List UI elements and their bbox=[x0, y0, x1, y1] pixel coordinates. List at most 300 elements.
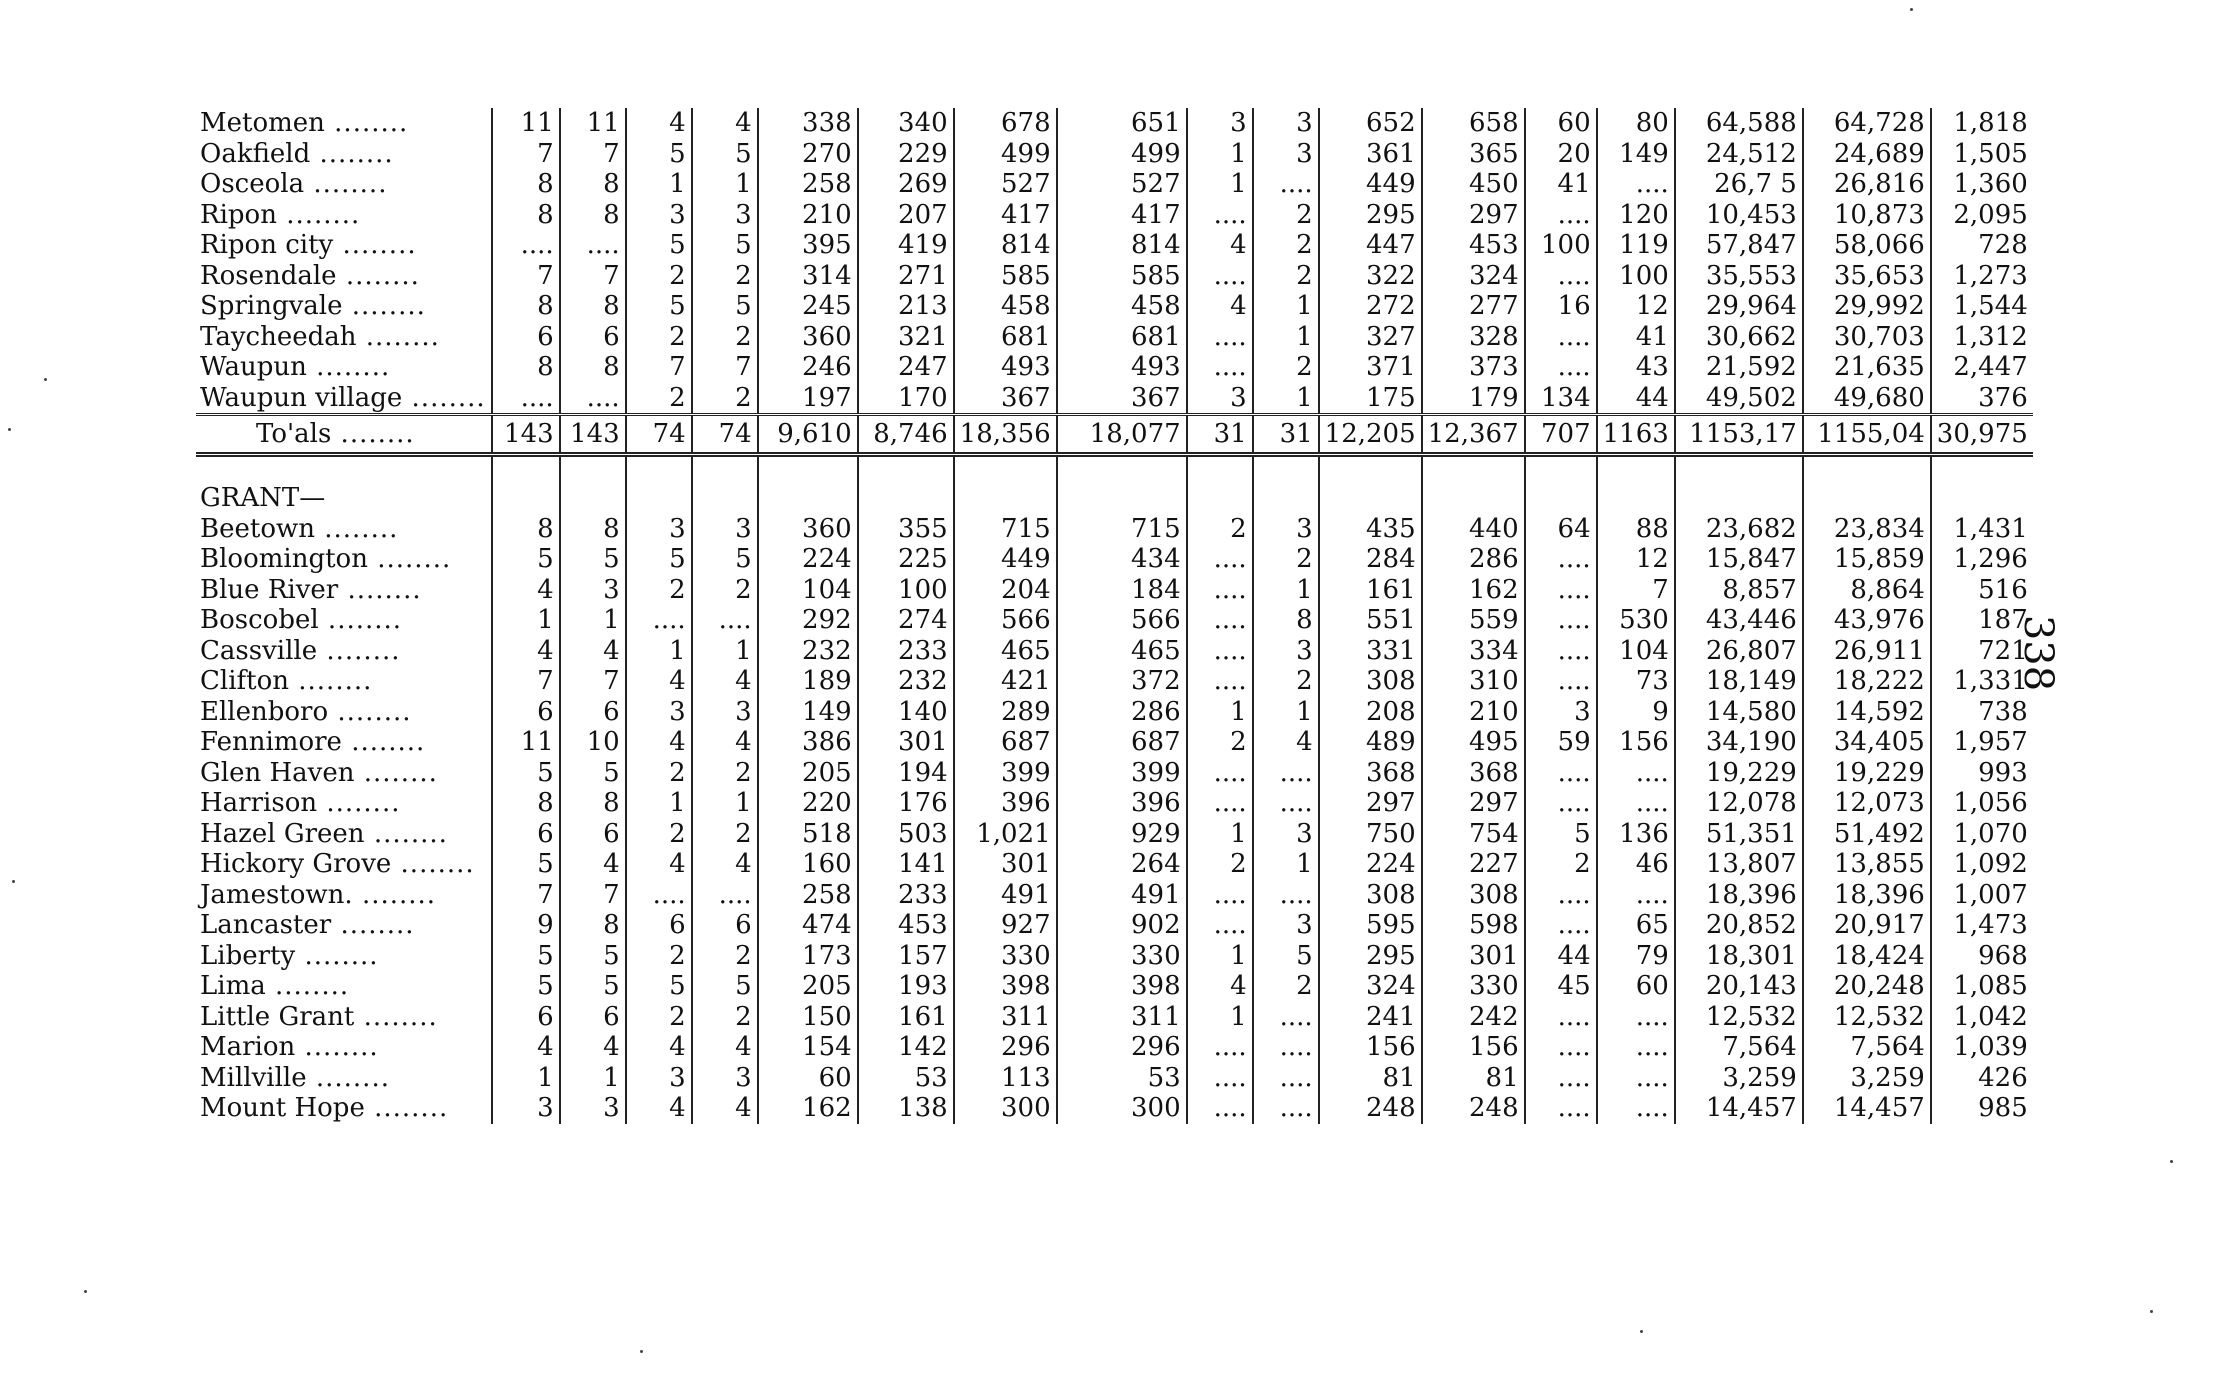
table-row bbox=[196, 1002, 2033, 1033]
cell-value bbox=[858, 758, 954, 789]
cell-text: 386 bbox=[802, 727, 852, 757]
cell-text: .... bbox=[1213, 574, 1247, 605]
cell-value bbox=[1525, 636, 1597, 667]
cell-value bbox=[1675, 291, 1803, 322]
cell-value bbox=[858, 514, 954, 545]
cell-text: .... bbox=[1635, 1062, 1669, 1093]
cell-value bbox=[626, 415, 692, 455]
cell-value bbox=[626, 139, 692, 170]
cell-text: 1,056 bbox=[1953, 788, 2028, 818]
cell-value bbox=[954, 169, 1057, 200]
cell-value bbox=[1931, 139, 2033, 170]
row-label bbox=[196, 544, 492, 575]
cell-value bbox=[1057, 1032, 1187, 1063]
cell-text: 4 bbox=[537, 1032, 554, 1062]
cell-value bbox=[858, 941, 954, 972]
cell-text: 14,457 bbox=[1833, 1093, 1925, 1123]
cell-text: 5 bbox=[1296, 940, 1313, 971]
cell-text: 14,580 bbox=[1705, 696, 1797, 727]
cell-value bbox=[858, 1063, 954, 1094]
cell-text: 5 bbox=[603, 544, 620, 574]
cell-text: 1 bbox=[1296, 382, 1313, 413]
cell-text: 3 bbox=[1296, 635, 1313, 666]
cell-value bbox=[954, 544, 1057, 575]
cell-value bbox=[692, 383, 758, 415]
cell-text: 194 bbox=[898, 757, 948, 788]
cell-text: 5 bbox=[669, 230, 686, 260]
cell-value bbox=[1675, 880, 1803, 911]
cell-text: 301 bbox=[898, 727, 948, 757]
cell-text: 7 bbox=[603, 260, 620, 291]
spacer-cell bbox=[858, 455, 954, 484]
cell-text: 208 bbox=[1366, 696, 1416, 727]
cell-text: 551 bbox=[1366, 605, 1416, 635]
cell-value bbox=[1319, 941, 1422, 972]
cell-value bbox=[1597, 139, 1675, 170]
cell-text: 687 bbox=[1001, 727, 1051, 757]
cell-value bbox=[858, 322, 954, 353]
cell-value bbox=[1422, 788, 1525, 819]
cell-value bbox=[1597, 200, 1675, 231]
cell-value bbox=[954, 1002, 1057, 1033]
row-label-text: Oakfield ..... bbox=[200, 139, 394, 169]
cell-text: 585 bbox=[1131, 260, 1181, 291]
cell-value bbox=[1057, 910, 1187, 941]
cell-value bbox=[1187, 1032, 1253, 1063]
cell-value bbox=[1803, 788, 1931, 819]
cell-value bbox=[492, 1093, 560, 1124]
cell-value bbox=[1803, 169, 1931, 200]
cell-value bbox=[1057, 666, 1187, 697]
cell-text: 7 bbox=[537, 260, 554, 291]
totals-row bbox=[196, 415, 2033, 455]
cell-text: 4 bbox=[603, 635, 620, 666]
cell-text: 340 bbox=[898, 108, 948, 138]
cell-value bbox=[692, 605, 758, 636]
cell-text: 750 bbox=[1366, 818, 1416, 849]
cell-value bbox=[858, 383, 954, 415]
cell-text: 46 bbox=[1635, 849, 1669, 879]
cell-value bbox=[858, 697, 954, 728]
cell-value bbox=[1253, 727, 1319, 758]
cell-text: 2 bbox=[669, 321, 686, 352]
cell-value bbox=[492, 788, 560, 819]
cell-text: 1 bbox=[1230, 818, 1247, 849]
cell-text: .... bbox=[1557, 910, 1591, 940]
row-label bbox=[196, 352, 492, 383]
cell-text: 49,680 bbox=[1833, 382, 1925, 413]
cell-text: 5 bbox=[537, 544, 554, 574]
cell-value bbox=[858, 139, 954, 170]
cell-value bbox=[560, 1032, 626, 1063]
cell-value bbox=[1931, 1093, 2033, 1124]
cell-text: .... bbox=[1557, 757, 1591, 788]
cell-text: 21,635 bbox=[1833, 352, 1925, 382]
cell-value bbox=[626, 849, 692, 880]
cell-text: 9,610 bbox=[777, 418, 852, 449]
cell-text: 6 bbox=[537, 818, 554, 849]
cell-text: 296 bbox=[1131, 1032, 1181, 1062]
cell-text: 6 bbox=[603, 818, 620, 849]
cell-value bbox=[626, 819, 692, 850]
cell-value bbox=[560, 1002, 626, 1033]
cell-value bbox=[1253, 697, 1319, 728]
row-label-text: Ripon city ..... bbox=[200, 230, 417, 260]
cell-value bbox=[758, 415, 858, 455]
cell-text: 19,229 bbox=[1833, 757, 1925, 788]
cell-text: 993 bbox=[1978, 757, 2028, 788]
cell-value bbox=[692, 1093, 758, 1124]
cell-text: 3 bbox=[735, 513, 752, 544]
cell-value bbox=[1803, 636, 1931, 667]
cell-value bbox=[560, 139, 626, 170]
cell-text: .... bbox=[1635, 879, 1669, 910]
cell-value bbox=[1187, 514, 1253, 545]
cell-text: 447 bbox=[1366, 230, 1416, 260]
cell-value bbox=[626, 788, 692, 819]
cell-text: .... bbox=[1557, 1032, 1591, 1062]
cell-text: 5 bbox=[603, 971, 620, 1001]
cell-value bbox=[626, 261, 692, 292]
cell-text: 715 bbox=[1001, 513, 1051, 544]
cell-text: 1 bbox=[669, 635, 686, 666]
cell-text: 5 bbox=[735, 544, 752, 574]
cell-text: .... bbox=[1279, 1093, 1313, 1123]
cell-value bbox=[1675, 849, 1803, 880]
cell-value bbox=[954, 605, 1057, 636]
row-label bbox=[196, 941, 492, 972]
cell-value bbox=[1253, 636, 1319, 667]
cell-value bbox=[1525, 1002, 1597, 1033]
cell-text: 35,653 bbox=[1833, 260, 1925, 291]
cell-value bbox=[858, 971, 954, 1002]
cell-text: 193 bbox=[898, 971, 948, 1001]
row-label bbox=[196, 819, 492, 850]
cell-text: 421 bbox=[1001, 666, 1051, 696]
cell-text: 73 bbox=[1635, 666, 1669, 696]
cell-value bbox=[1525, 666, 1597, 697]
row-label-text: Little Grant ..... bbox=[200, 1002, 438, 1032]
cell-text: 156 bbox=[1468, 1032, 1519, 1062]
row-label-text: Bloomington ..... bbox=[200, 544, 451, 574]
cell-text: 23,834 bbox=[1833, 513, 1925, 544]
cell-value bbox=[1675, 910, 1803, 941]
row-label-text: Harrison ..... bbox=[200, 788, 400, 818]
cell-value bbox=[692, 108, 758, 139]
cell-text: 310 bbox=[1468, 666, 1519, 696]
cell-text: 3 bbox=[669, 696, 686, 727]
cell-value bbox=[1931, 758, 2033, 789]
row-label bbox=[196, 605, 492, 636]
row-label bbox=[196, 849, 492, 880]
cell-value bbox=[492, 697, 560, 728]
cell-text: 360 bbox=[802, 321, 852, 352]
row-label bbox=[196, 169, 492, 200]
row-label-text: Clifton ..... bbox=[200, 666, 372, 696]
table-row bbox=[196, 139, 2033, 170]
cell-value bbox=[1319, 605, 1422, 636]
cell-text: 277 bbox=[1468, 291, 1519, 321]
cell-text: 10,873 bbox=[1833, 199, 1925, 230]
cell-value bbox=[1422, 1032, 1525, 1063]
cell-value bbox=[1931, 383, 2033, 415]
cell-value bbox=[1057, 575, 1187, 606]
cell-text: 8,864 bbox=[1850, 574, 1925, 605]
cell-value bbox=[492, 605, 560, 636]
cell-value bbox=[626, 200, 692, 231]
cell-value bbox=[1422, 941, 1525, 972]
cell-text: .... bbox=[1213, 666, 1247, 696]
cell-text: 2 bbox=[735, 260, 752, 291]
cell-value bbox=[1525, 383, 1597, 415]
cell-text: 12,532 bbox=[1705, 1001, 1797, 1032]
cell-text: 157 bbox=[898, 940, 948, 971]
spacer-cell bbox=[1597, 455, 1675, 484]
table-row bbox=[196, 666, 2033, 697]
cell-value bbox=[1422, 605, 1525, 636]
cell-value bbox=[1319, 230, 1422, 261]
cell-value bbox=[1525, 544, 1597, 575]
cell-value bbox=[858, 605, 954, 636]
cell-value bbox=[1803, 666, 1931, 697]
cell-text: 233 bbox=[898, 635, 948, 666]
cell-value bbox=[954, 352, 1057, 383]
cell-text: 29,964 bbox=[1705, 291, 1797, 321]
cell-value bbox=[1803, 230, 1931, 261]
row-label bbox=[196, 230, 492, 261]
cell-text: 12 bbox=[1635, 291, 1669, 321]
cell-text: .... bbox=[1635, 788, 1669, 818]
cell-value bbox=[692, 352, 758, 383]
cell-value bbox=[1319, 261, 1422, 292]
cell-value bbox=[1057, 383, 1187, 415]
cell-text: 150 bbox=[802, 1001, 852, 1032]
cell-value bbox=[1187, 819, 1253, 850]
cell-value bbox=[758, 849, 858, 880]
cell-value bbox=[858, 666, 954, 697]
cell-text: 3 bbox=[603, 1093, 620, 1123]
row-label bbox=[196, 1093, 492, 1124]
cell-text: 715 bbox=[1131, 513, 1181, 544]
cell-value bbox=[560, 758, 626, 789]
cell-value bbox=[492, 230, 560, 261]
cell-value bbox=[1803, 849, 1931, 880]
cell-value bbox=[1187, 666, 1253, 697]
cell-value bbox=[758, 941, 858, 972]
cell-text: 13,807 bbox=[1705, 849, 1797, 879]
cell-text: 1,544 bbox=[1953, 291, 2028, 321]
cell-text: .... bbox=[1213, 199, 1247, 230]
cell-text: 902 bbox=[1131, 910, 1181, 940]
cell-value bbox=[1525, 758, 1597, 789]
cell-value bbox=[560, 605, 626, 636]
cell-text: 1163 bbox=[1602, 418, 1669, 449]
cell-text: 210 bbox=[802, 199, 852, 230]
cell-value bbox=[1803, 910, 1931, 941]
cell-text: 330 bbox=[1468, 971, 1519, 1001]
cell-text: .... bbox=[1557, 1001, 1591, 1032]
cell-text: 465 bbox=[1001, 635, 1051, 666]
cell-value bbox=[954, 291, 1057, 322]
cell-value bbox=[692, 880, 758, 911]
cell-value bbox=[626, 544, 692, 575]
cell-text: 29,992 bbox=[1833, 291, 1925, 321]
cell-value bbox=[1422, 291, 1525, 322]
cell-text: 4 bbox=[735, 849, 752, 879]
cell-value bbox=[1057, 139, 1187, 170]
cell-text: 396 bbox=[1131, 788, 1181, 818]
cell-text: 136 bbox=[1619, 818, 1669, 849]
cell-text: 2 bbox=[1230, 513, 1247, 544]
cell-value bbox=[1675, 666, 1803, 697]
cell-value bbox=[1253, 819, 1319, 850]
spacer-cell bbox=[758, 455, 858, 484]
cell-text: 24,512 bbox=[1705, 138, 1797, 169]
cell-text: 3 bbox=[669, 199, 686, 230]
cell-value bbox=[1422, 261, 1525, 292]
cell-text: .... bbox=[1635, 1032, 1669, 1062]
row-label bbox=[196, 1063, 492, 1094]
cell-value bbox=[492, 819, 560, 850]
row-label bbox=[196, 415, 492, 455]
cell-value bbox=[1057, 971, 1187, 1002]
cell-text: .... bbox=[1213, 260, 1247, 291]
cell-text: 4 bbox=[735, 1093, 752, 1123]
cell-value bbox=[1525, 1093, 1597, 1124]
cell-value bbox=[1187, 788, 1253, 819]
cell-text: 3 bbox=[1296, 513, 1313, 544]
cell-value bbox=[858, 819, 954, 850]
cell-value bbox=[1803, 544, 1931, 575]
cell-value bbox=[1597, 352, 1675, 383]
cell-text: 246 bbox=[802, 352, 852, 382]
cell-value bbox=[1057, 108, 1187, 139]
cell-text: 7 bbox=[1652, 574, 1669, 605]
cell-text: 419 bbox=[898, 230, 948, 260]
cell-value bbox=[492, 544, 560, 575]
cell-value bbox=[1253, 415, 1319, 455]
cell-text: 286 bbox=[1468, 544, 1519, 574]
cell-text: 45 bbox=[1557, 971, 1591, 1001]
cell-value bbox=[954, 1063, 1057, 1094]
cell-text: 5 bbox=[603, 940, 620, 971]
row-label-text: Osceola ..... bbox=[200, 169, 387, 199]
cell-text: 4 bbox=[1230, 230, 1247, 260]
cell-text: 1 bbox=[1296, 574, 1313, 605]
cell-value bbox=[1931, 544, 2033, 575]
cell-value bbox=[1253, 261, 1319, 292]
cell-value bbox=[1803, 139, 1931, 170]
cell-value bbox=[560, 544, 626, 575]
cell-value bbox=[1057, 415, 1187, 455]
cell-value bbox=[692, 941, 758, 972]
cell-text: 229 bbox=[898, 138, 948, 169]
cell-value bbox=[858, 169, 954, 200]
cell-text: 34,190 bbox=[1705, 727, 1797, 757]
cell-value bbox=[626, 514, 692, 545]
cell-value bbox=[1187, 605, 1253, 636]
cell-value bbox=[1422, 971, 1525, 1002]
cell-text: 134 bbox=[1540, 382, 1591, 413]
cell-value bbox=[692, 758, 758, 789]
spacer-cell bbox=[1931, 455, 2033, 484]
cell-text: 8 bbox=[603, 910, 620, 940]
cell-text: 300 bbox=[1131, 1093, 1181, 1123]
cell-value bbox=[1187, 230, 1253, 261]
cell-text: 5 bbox=[735, 971, 752, 1001]
cell-text: 371 bbox=[1366, 352, 1416, 382]
cell-text: 4 bbox=[1230, 971, 1247, 1001]
cell-value bbox=[560, 910, 626, 941]
cell-value bbox=[1675, 108, 1803, 139]
cell-value bbox=[1253, 1002, 1319, 1033]
cell-value bbox=[1803, 291, 1931, 322]
cell-text: 2 bbox=[735, 321, 752, 352]
cell-value bbox=[1319, 1032, 1422, 1063]
cell-value bbox=[492, 415, 560, 455]
cell-value bbox=[954, 636, 1057, 667]
cell-text: 7 bbox=[537, 138, 554, 169]
cell-text: 376 bbox=[1978, 382, 2028, 413]
cell-text: 26,807 bbox=[1705, 635, 1797, 666]
cell-value bbox=[1187, 941, 1253, 972]
cell-text: 2 bbox=[1574, 849, 1591, 879]
cell-value bbox=[1931, 230, 2033, 261]
cell-value bbox=[1422, 514, 1525, 545]
cell-value bbox=[758, 514, 858, 545]
cell-text: 59 bbox=[1557, 727, 1591, 757]
cell-value bbox=[1187, 758, 1253, 789]
cell-value bbox=[954, 200, 1057, 231]
cell-text: 435 bbox=[1366, 513, 1416, 544]
cell-text: 12,532 bbox=[1833, 1001, 1925, 1032]
cell-text: 1155,04 bbox=[1817, 418, 1925, 449]
cell-value bbox=[1931, 261, 2033, 292]
cell-text: 184 bbox=[1131, 574, 1181, 605]
cell-text: 1,021 bbox=[976, 818, 1051, 849]
cell-value bbox=[492, 352, 560, 383]
cell-value bbox=[1597, 1063, 1675, 1094]
cell-value bbox=[492, 169, 560, 200]
row-label bbox=[196, 636, 492, 667]
cell-value bbox=[858, 544, 954, 575]
cell-value bbox=[692, 415, 758, 455]
cell-text: 5 bbox=[735, 138, 752, 169]
cell-text: 30,662 bbox=[1705, 321, 1797, 352]
cell-value bbox=[858, 1093, 954, 1124]
cell-text: 324 bbox=[1366, 971, 1416, 1001]
cell-value bbox=[692, 819, 758, 850]
cell-text: 2 bbox=[669, 260, 686, 291]
cell-text: 330 bbox=[1131, 940, 1181, 971]
cell-text: .... bbox=[1557, 788, 1591, 818]
cell-value bbox=[1931, 910, 2033, 941]
cell-value bbox=[1597, 1032, 1675, 1063]
cell-text: 34,405 bbox=[1833, 727, 1925, 757]
row-label bbox=[196, 261, 492, 292]
table-row bbox=[196, 758, 2033, 789]
table-row bbox=[196, 514, 2033, 545]
row-label bbox=[196, 788, 492, 819]
cell-value bbox=[1803, 1002, 1931, 1033]
cell-value bbox=[1319, 819, 1422, 850]
cell-value bbox=[1187, 108, 1253, 139]
cell-text: 2 bbox=[1296, 352, 1313, 382]
cell-text: 3 bbox=[1296, 818, 1313, 849]
cell-value bbox=[758, 1093, 858, 1124]
cell-text: 7 bbox=[537, 666, 554, 696]
cell-text: 530 bbox=[1619, 605, 1669, 635]
